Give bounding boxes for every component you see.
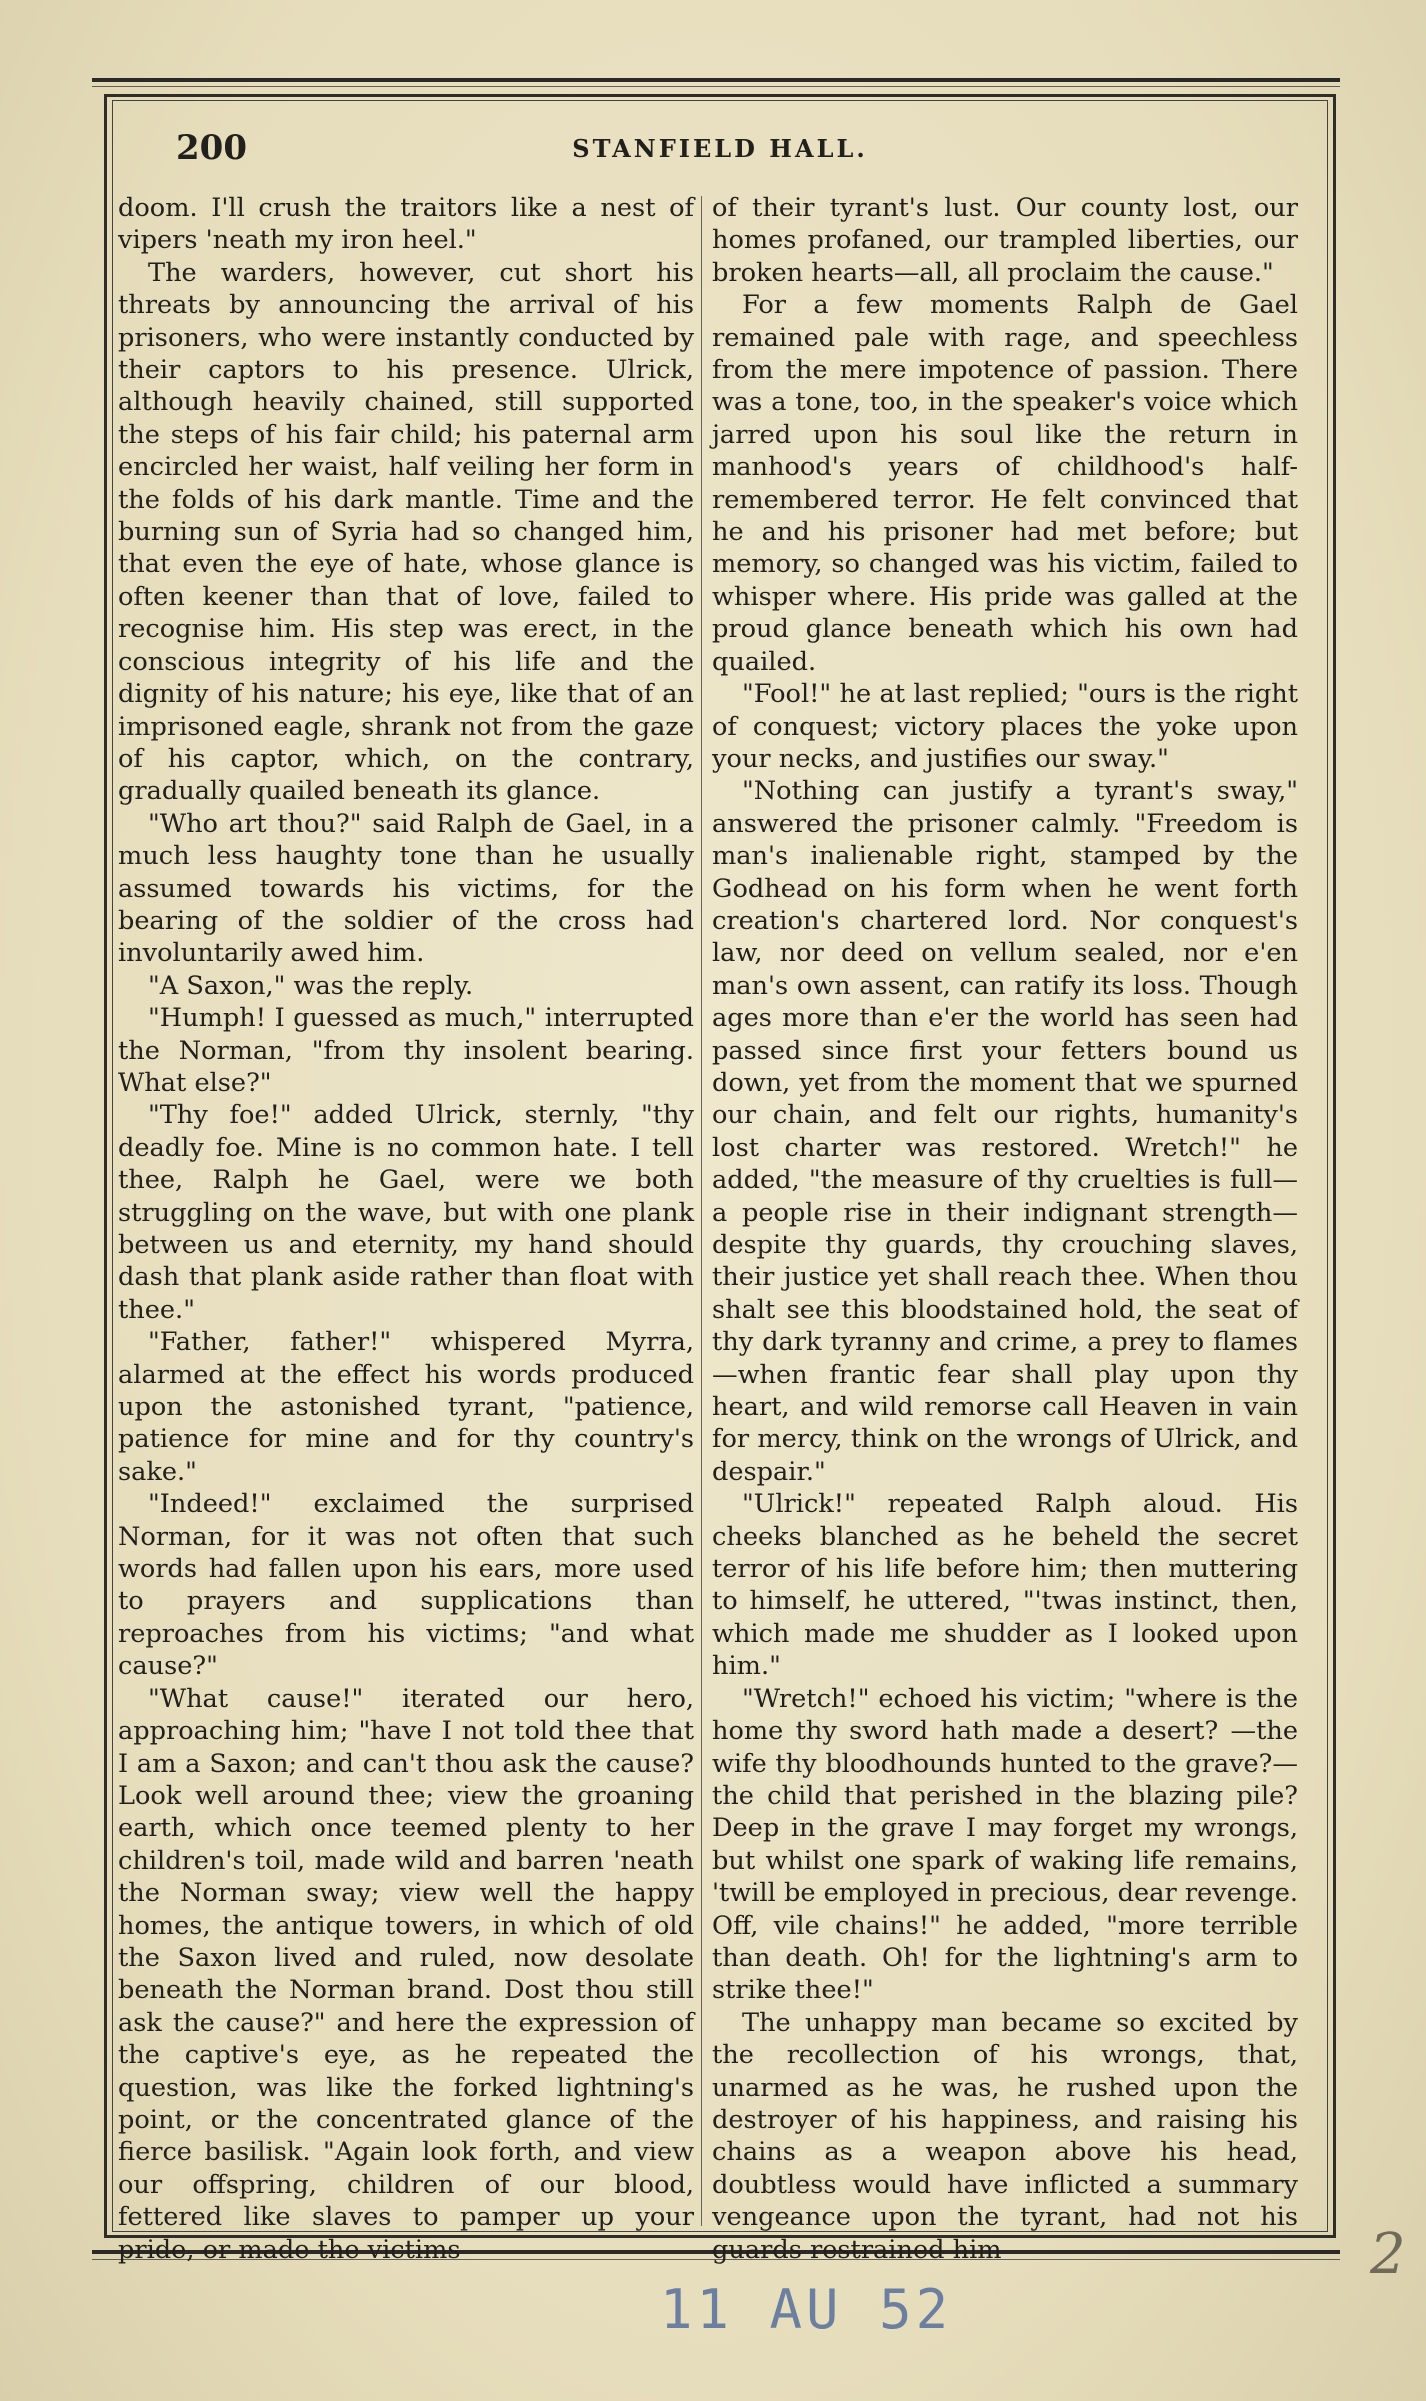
paragraph: doom. I'll crush the traitors like a nest of vipers 'neath my iron heel."	[118, 193, 694, 256]
right-column	[712, 192, 1298, 2265]
page-number: 200	[176, 128, 247, 168]
paragraph: of their tyrant's lust. Our county lost, our homes profaned, our trampled liberties, our broken hearts—all, all proclaim the cause."	[712, 193, 1298, 288]
paragraph: "Fool!" he at last replied; "ours is the right of conquest; victory places the yoke upon your necks, and justifies our sway."	[712, 679, 1298, 774]
running-title: STANFIELD HALL.	[572, 134, 868, 163]
paragraph: For a few moments Ralph de Gael remained pale with rage, and speechless from the mere impotence of passion. There was a tone, too, in the speaker's voice which jarred upon his soul like the return in manhood's years of childhood's half-remembered terror. He felt convinced that he and his prisoner had met before; but memory, so changed was his victim, failed to whisper where. His pride was galled at the proud glance beneath which his own had quailed.	[712, 290, 1298, 677]
paragraph: The warders, however, cut short his threats by announcing the arrival of his prisoners, who were instantly conducted by their captors to his presence. Ulrick, although heavily chained, still supported the steps of his fair child; his paternal arm encircled her waist, half veiling her form in the folds of his dark mantle. Time and the burning sun of Syria had so changed him, that even the eye of hate, whose glance is often keener than that of love, failed to recognise him. His step was erect, in the conscious integrity of his life and the dignity of his nature; his eye, like that of an imprisoned eagle, shrank not from the gaze of his captor, which, on the contrary, gradually quailed beneath its glance.	[118, 257, 694, 807]
paragraph: "Ulrick!" repeated Ralph aloud. His cheeks blanched as he beheld the secret terror of his life before him; then muttering to himself, he uttered, "'twas instinct, then, which made me shudder as I looked upon him."	[712, 1489, 1298, 1682]
column-divider	[701, 196, 702, 2226]
paragraph: "Nothing can justify a tyrant's sway," answered the prisoner calmly. "Freedom is man's inalienable right, stamped by the Godhead on his form when he went forth creation's chartered lord. Nor conquest's law, nor deed on vellum sealed, nor e'en man's own assent, can ratify its loss. Though ages more than e'er the world has seen had passed since first your fetters bound us down, yet from the moment that we spurned our chain, and felt our rights, humanity's lost charter was restored. Wretch!" he added, "the measure of thy cruelties is full—a people rise in their indignant strength—despite thy guards, thy crouching slaves, their justice yet shall reach thee. When thou shalt see this bloodstained hold, the seat of thy dark tyranny and crime, a prey to flames—when frantic fear shall play upon thy heart, and wild remorse call Heaven in vain for mercy, think on the wrongs of Ulrick, and despair."	[712, 776, 1298, 1487]
margin-note: 2	[1370, 2222, 1406, 2287]
page-header	[128, 128, 1312, 168]
paragraph: "Indeed!" exclaimed the surprised Norman, for it was not often that such words had fallen upon his ears, more used to prayers and supplications than reproaches from his victims; "and what cause?"	[118, 1489, 694, 1682]
paragraph: "Father, father!" whispered Myrra, alarmed at the effect his words produced upon the astonished tyrant, "patience, patience for mine and for thy country's sake."	[118, 1327, 694, 1487]
paragraph: "Humph! I guessed as much," interrupted the Norman, "from thy insolent bearing. What else?"	[118, 1003, 694, 1098]
top-rule-thin	[92, 86, 1340, 87]
paragraph: "A Saxon," was the reply.	[148, 970, 474, 1001]
paragraph: "Thy foe!" added Ulrick, sternly, "thy deadly foe. Mine is no common hate. I tell thee, Ralph he Gael, were we both struggling on the wave, but with one plank between us and eternity, my hand should dash that plank aside rather than float with thee."	[118, 1100, 694, 1325]
left-column	[118, 192, 694, 2265]
top-rule	[92, 78, 1340, 82]
paragraph: "Who art thou?" said Ralph de Gael, in a much less haughty tone than he usually assumed towards his victims, for the bearing of the soldier of the cross had involuntarily awed him.	[118, 808, 694, 969]
date-stamp: 11 AU 52	[660, 2278, 953, 2341]
paragraph: "Wretch!" echoed his victim; "where is the home thy sword hath made a desert? —the wife thy bloodhounds hunted to the grave?—the child that perished in the blazing pile? Deep in the grave I may forget my wrongs, but whilst one spark of waking life remains, 'twill be employed in precious, dear revenge. Off, vile chains!" he added, "more terrible than death. Oh! for the lightning's arm to strike thee!"	[712, 1683, 1298, 2006]
paragraph: "What cause!" iterated our hero, approaching him; "have I not told thee that I am a Saxon; and can't thou ask the cause? Look well around thee; view the groaning earth, which once teemed plenty to her children's toil, made wild and barren 'neath the Norman sway; view well the happy homes, the antique towers, in which of old the Saxon lived and ruled, now desolate beneath the Norman brand. Dost thou still ask the cause?" and here the expression of the captive's eye, as he repeated the question, was like the forked lightning's point, or the concentrated glance of the fierce basilisk. "Again look forth, and view our offspring, children of our blood, fettered like slaves to pamper up your pride, or made the victims	[118, 1683, 694, 2265]
paragraph: The unhappy man became so excited by the recollection of his wrongs, that, unarmed as he was, he rushed upon the destroyer of his happiness, and raising his chains as a weapon above his head, doubtless would have inflicted a summary vengeance upon the tyrant, had not his guards restrained him	[712, 2007, 1298, 2265]
